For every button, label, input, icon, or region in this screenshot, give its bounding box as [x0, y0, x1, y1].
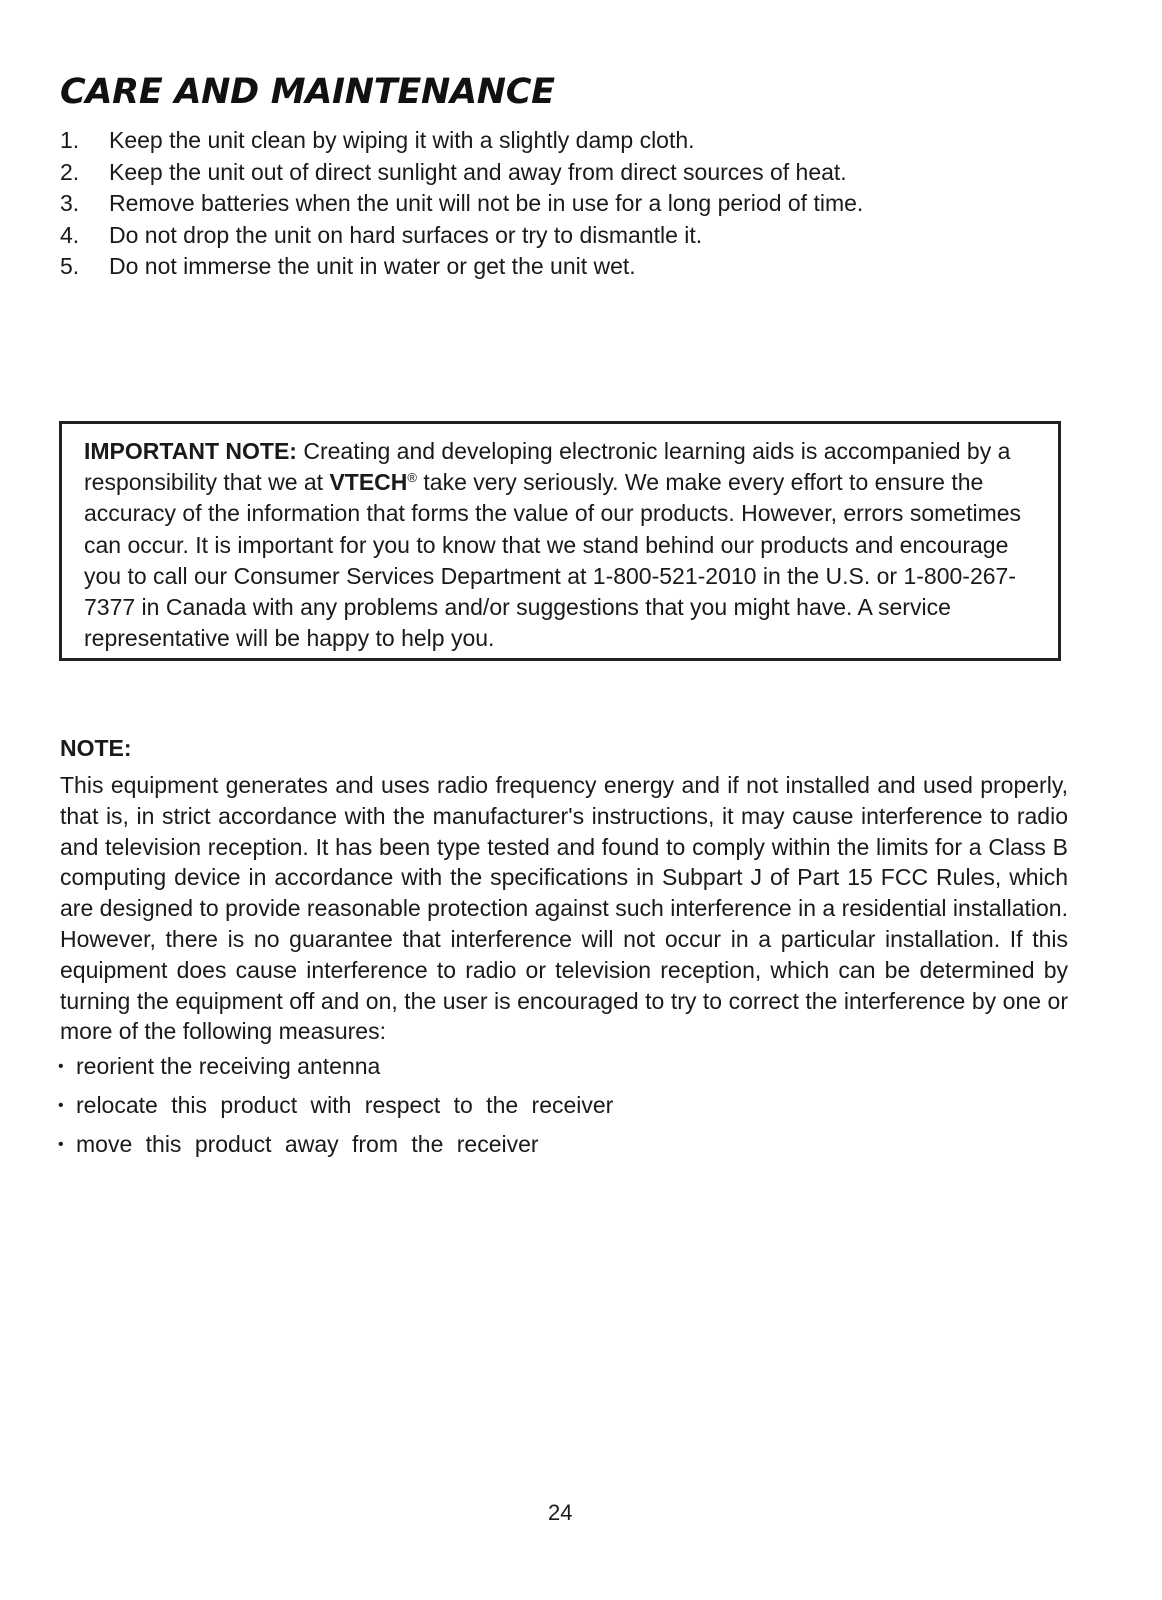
- registered-mark: ®: [407, 470, 417, 486]
- list-item-text: reorient the receiving antenna: [76, 1053, 381, 1079]
- list-item-text: Do not immerse the unit in water or get the unit wet.: [109, 253, 636, 279]
- list-item: [60, 157, 863, 189]
- bullet-icon: •: [58, 1136, 64, 1153]
- list-item-number: 1.: [60, 127, 80, 153]
- list-item-text: relocate this product with respect to the receiver: [76, 1092, 614, 1118]
- important-note-label: IMPORTANT NOTE:: [84, 438, 297, 464]
- bullet-icon: •: [58, 1058, 64, 1075]
- note-body: This equipment generates and uses radio frequency energy and if not installed and used properly, that is, in strict accordance with the manufacturer's instructions, it may cause interference to radio and television reception. It has been type tested and found to comply within the limits for a Class B computing device in accordance with the specifications in Subpart J of Part 15 FCC Rules, which are designed to provide reasonable protection against such interference in a residential installation. However, there is no guarantee that interference will not occur in a particular installation. If this equipment does cause interference to radio or television reception, which can be determined by turning the equipment off and on, the user is encouraged to try to correct the interference by one or more of the following measures:: [60, 772, 1068, 1045]
- section-title: CARE AND MAINTENANCE: [60, 72, 555, 112]
- list-item-number: 2.: [60, 158, 80, 185]
- important-note-text-continued: take very seriously. We make every effort to ensure the accuracy of the information that forms the value of our products. However, errors sometimes can occur. It is important for you to know that we stand behind our products and encourage you to call our Consumer Services Department at 1-800-521-2010 in the U.S. or 1-800-267-7377 in Canada with any problems and/or suggestions that you might have. A service representative will be happy to help you.: [84, 469, 1022, 652]
- list-item-number: 4.: [60, 221, 80, 248]
- important-note-text: Creating and developing electronic learning aids is accompanied by a responsibility that we at: [84, 438, 1011, 496]
- list-item-text: Keep the unit clean by wiping it with a slightly damp cloth.: [109, 127, 695, 153]
- list-item: [60, 125, 863, 157]
- list-item: [60, 220, 863, 252]
- note-heading: NOTE:: [60, 735, 132, 761]
- care-instructions-list: [60, 125, 863, 283]
- list-item: [60, 251, 863, 283]
- measures-list: [58, 1047, 613, 1164]
- list-item-text: move this product away from the receiver: [76, 1131, 539, 1157]
- list-item-text: Keep the unit out of direct sunlight and away from direct sources of heat.: [109, 158, 847, 185]
- list-item-number: 3.: [60, 190, 80, 216]
- important-note-box: [59, 421, 1061, 661]
- brand-name: VTECH: [329, 469, 408, 496]
- list-item-number: 5.: [60, 253, 80, 279]
- list-item: [58, 1047, 613, 1086]
- list-item-text: Do not drop the unit on hard surfaces or try to dismantle it.: [109, 221, 703, 248]
- bullet-icon: •: [58, 1097, 64, 1114]
- list-item: [58, 1125, 613, 1164]
- list-item: [60, 188, 863, 220]
- list-item-text: Remove batteries when the unit will not be in use for a long period of time.: [109, 190, 864, 216]
- list-item: [58, 1086, 613, 1125]
- page-number: 24: [548, 1500, 573, 1525]
